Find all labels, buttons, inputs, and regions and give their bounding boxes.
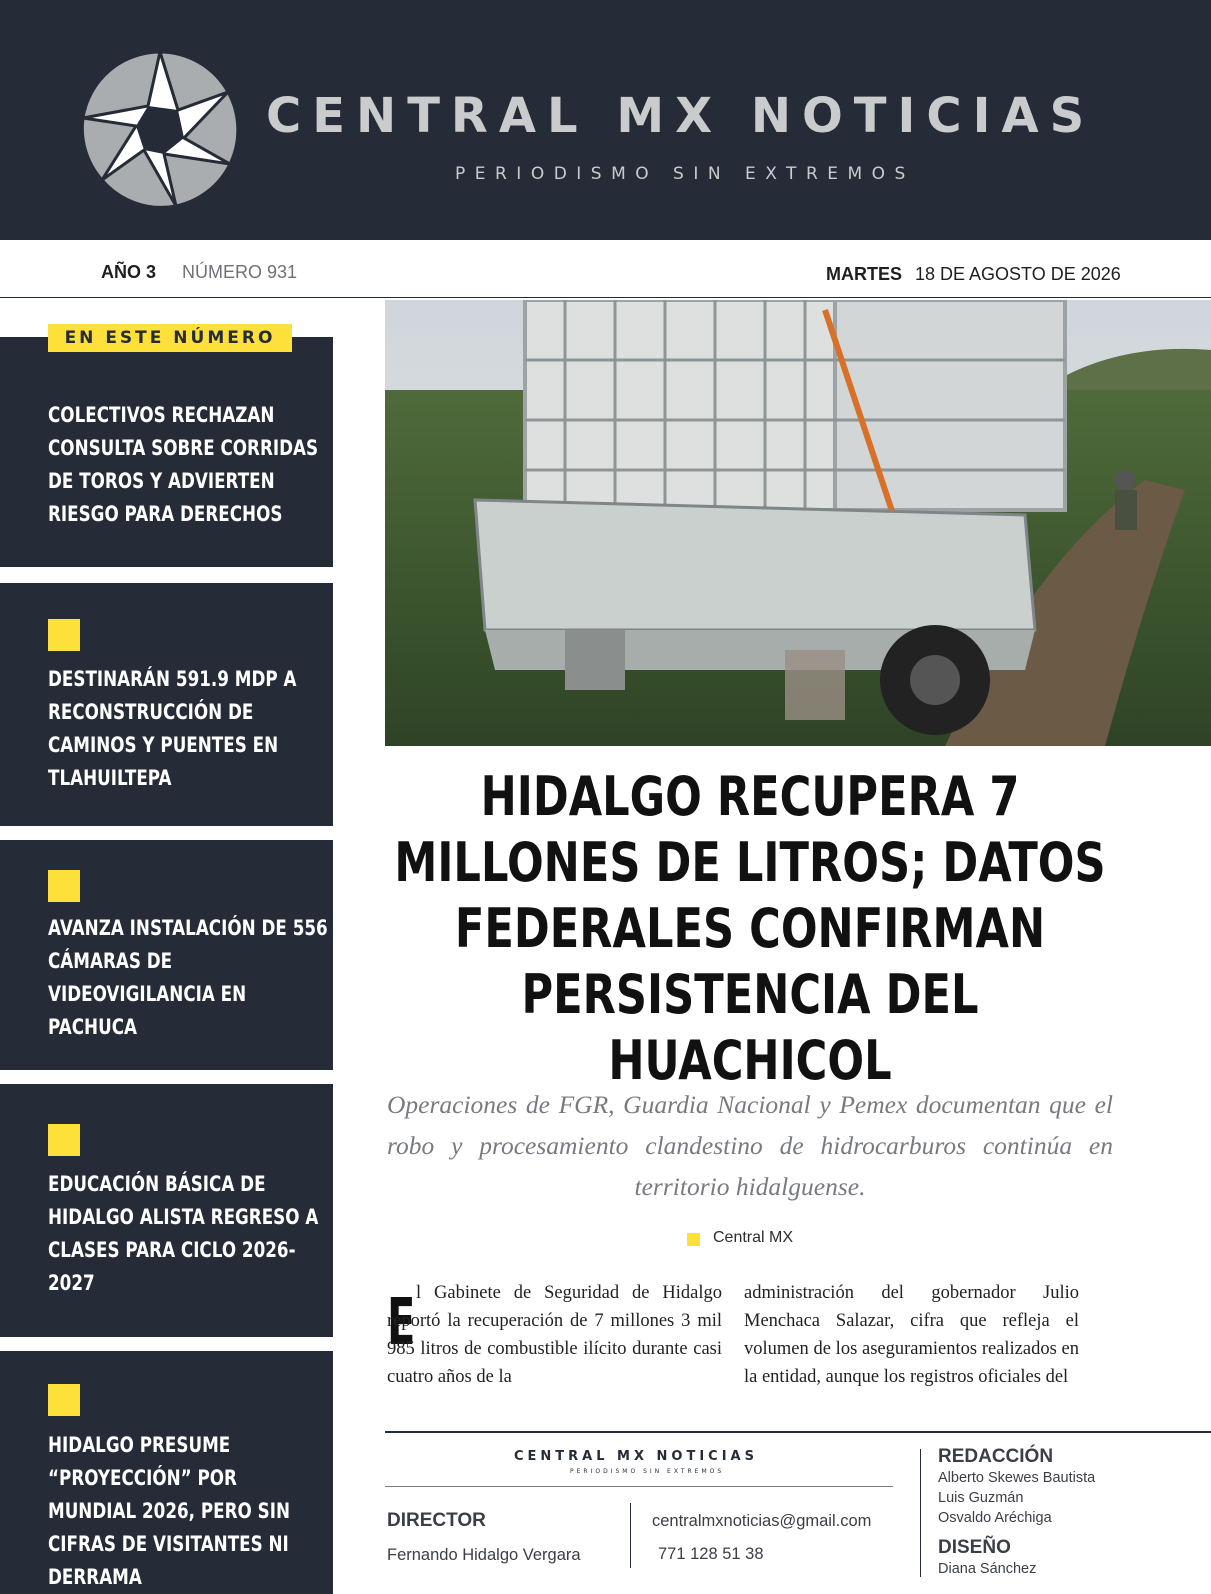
footer-tagline: PERIODISMO SIN EXTREMOS bbox=[570, 1468, 725, 1475]
issue-number: NÚMERO 931 bbox=[182, 262, 298, 282]
director-name: Fernando Hidalgo Vergara bbox=[387, 1546, 581, 1564]
byline: Central MX bbox=[713, 1229, 794, 1246]
sidebar-item-title: DESTINARÁN 591.9 MDP A RECONSTRUCCIÓN DE CAMINOS Y PUENTES EN TLAHUILTEPA bbox=[48, 667, 297, 791]
sidebar-item-title: EDUCACIÓN BÁSICA DE HIDALGO ALISTA REGRESO A CLASES PARA CICLO 2026-2027 bbox=[48, 1172, 319, 1296]
footer-divider bbox=[630, 1503, 631, 1568]
contact-email[interactable]: centralmxnoticias@gmail.com bbox=[652, 1512, 872, 1530]
in-this-issue-tag: EN ESTE NÚMERO bbox=[48, 324, 292, 352]
hero-photo bbox=[385, 300, 1211, 746]
redaccion-name: Alberto Skewes Bautista bbox=[938, 1470, 1096, 1486]
yellow-square-icon bbox=[48, 1384, 80, 1416]
byline-square-icon bbox=[687, 1233, 700, 1246]
sidebar-item-1[interactable] bbox=[0, 337, 333, 567]
redaccion-label: REDACCIÓN bbox=[938, 1446, 1054, 1467]
issue-date: 18 DE AGOSTO DE 2026 bbox=[915, 264, 1121, 284]
footer-separator bbox=[385, 1486, 893, 1487]
sidebar-item-title: HIDALGO PRESUME “PROYECCIÓN” POR MUNDIAL 2026, PERO SIN CIFRAS DE VISITANTES NI DERRAMA bbox=[48, 1433, 290, 1590]
footer-brand: CENTRAL MX NOTICIAS bbox=[514, 1449, 758, 1464]
footer-rule bbox=[385, 1431, 1211, 1433]
sidebar-item-5[interactable] bbox=[0, 1351, 333, 1594]
yellow-square-icon bbox=[48, 870, 80, 902]
contact-phone[interactable]: 771 128 51 38 bbox=[658, 1545, 764, 1563]
article-deck: Operaciones de FGR, Guardia Nacional y Pemex documentan que el robo y procesamiento clandestino de hidrocarburos continúa en territorio hidalguense. bbox=[387, 1090, 1113, 1201]
headline-text: HIDALGO RECUPERA 7 MILLONES DE LITROS; DATOS FEDERALES CONFIRMAN PERSISTENCIA DEL HUACHICOL bbox=[394, 765, 1106, 1092]
diseno-label: DISEÑO bbox=[938, 1537, 1011, 1558]
redaccion-name: Luis Guzmán bbox=[938, 1490, 1024, 1506]
brand-name: CENTRAL MX NOTICIAS bbox=[266, 88, 1096, 144]
sidebar-item-4[interactable] bbox=[0, 1084, 333, 1337]
article-column-2: administración del gobernador Julio Menchaca Salazar, cifra que refleja el volumen de los aseguramientos realizados en la entidad, aunque los registros oficiales del bbox=[744, 1283, 1079, 1387]
yellow-square-icon bbox=[48, 1124, 80, 1156]
brand-tagline: PERIODISMO SIN EXTREMOS bbox=[455, 164, 915, 184]
issue-year: AÑO 3 bbox=[101, 262, 157, 282]
diseno-name: Diana Sánchez bbox=[938, 1561, 1037, 1577]
redaccion-name: Osvaldo Aréchiga bbox=[938, 1510, 1052, 1526]
sidebar-item-3[interactable] bbox=[0, 840, 333, 1070]
director-label: DIRECTOR bbox=[387, 1510, 486, 1531]
sidebar-item-2[interactable] bbox=[0, 583, 333, 826]
article-column-1: l Gabinete de Seguridad de Hidalgo reportó la recuperación de 7 millones 3 mil 985 litros de combustible ilícito durante casi cuatro años de la bbox=[387, 1283, 722, 1387]
headline bbox=[394, 764, 1106, 1094]
sidebar-item-title: COLECTIVOS RECHAZAN CONSULTA SOBRE CORRIDAS DE TOROS Y ADVIERTEN RIESGO PARA DERECHOS bbox=[48, 403, 319, 527]
yellow-square-icon bbox=[48, 619, 80, 651]
camera-aperture-logo bbox=[80, 50, 240, 210]
issue-day: MARTES bbox=[826, 264, 902, 284]
sidebar-item-title: AVANZA INSTALACIÓN DE 556 CÁMARAS DE VIDEOVIGILANCIA EN PACHUCA bbox=[48, 916, 328, 1040]
drop-cap: E bbox=[387, 1286, 416, 1360]
footer-divider bbox=[920, 1449, 921, 1577]
